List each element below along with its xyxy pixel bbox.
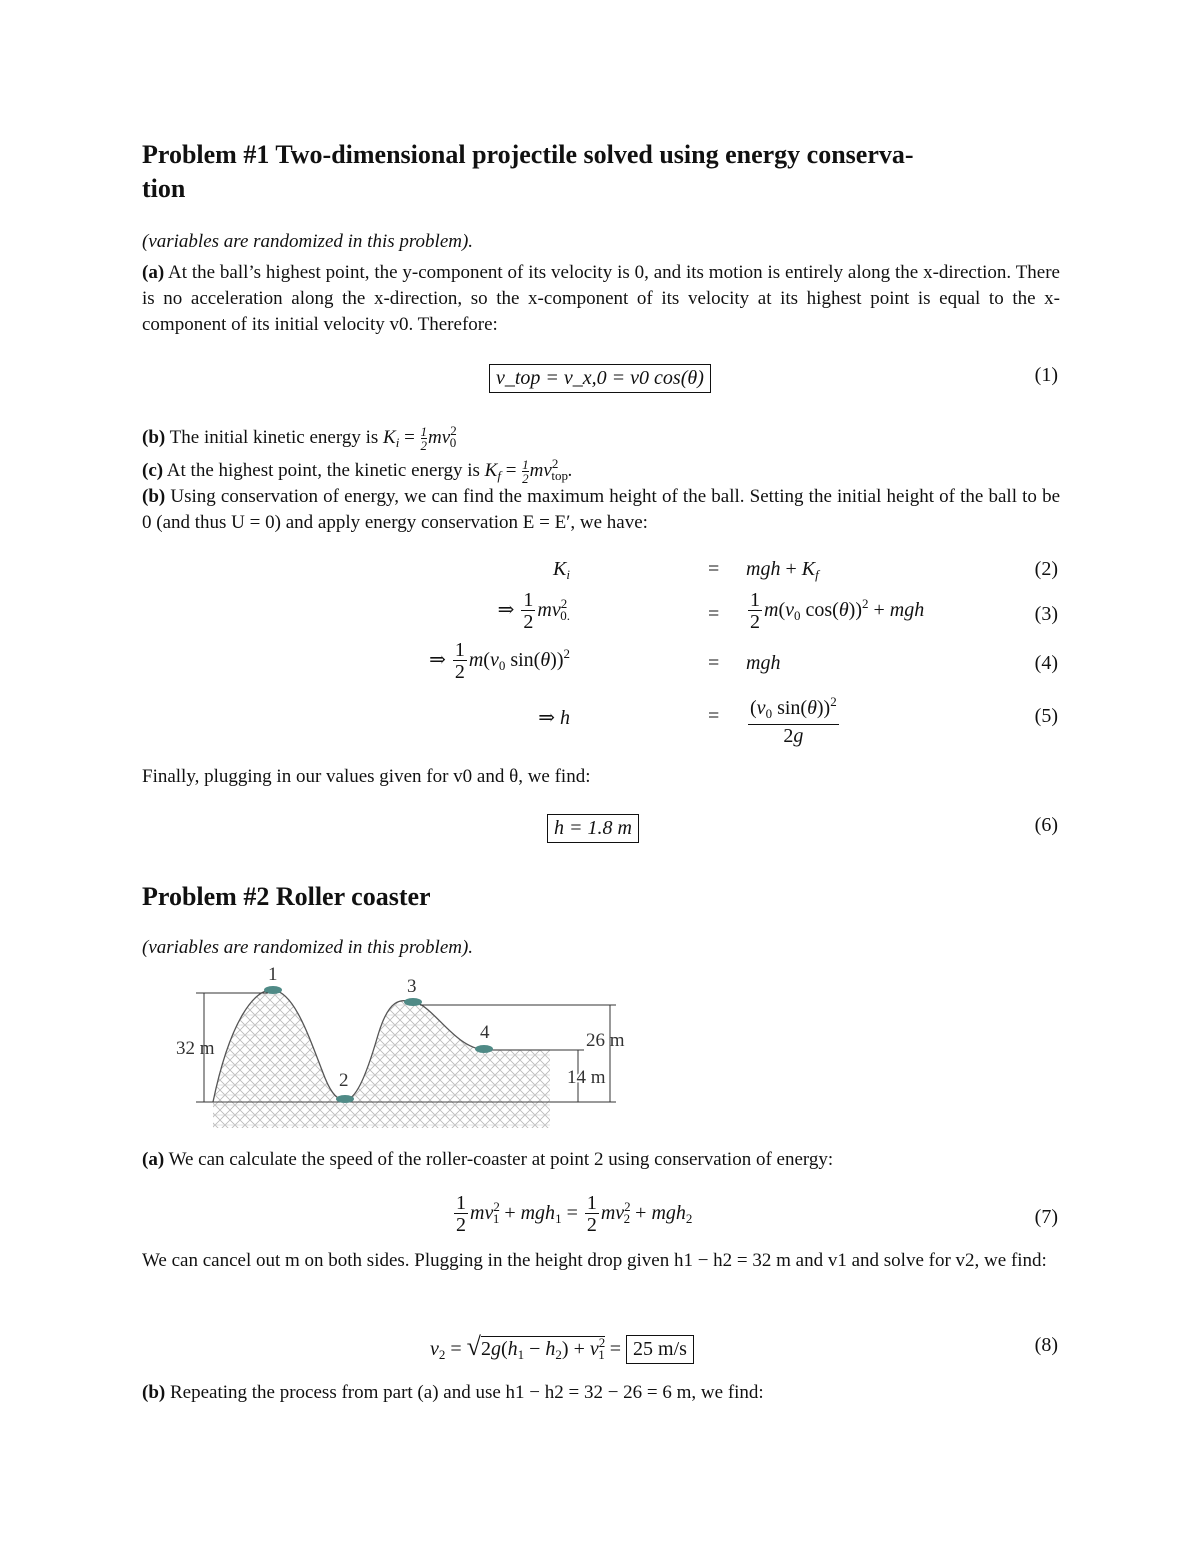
part-c-label: (c): [142, 460, 164, 481]
part-b2-text: Using conservation of energy, we can find the maximum height of the ball. Setting the initial height of the ball to be 0 (and thus U = 0) and apply energy conservation E = E′, we have:: [142, 486, 1060, 533]
equation-7: [142, 1193, 1060, 1241]
point-label-3: 3: [407, 976, 417, 997]
point-label-2: 2: [339, 1070, 349, 1091]
kf-formula: $K_f$ = $\frac{1}{2}$ $mv^2_{top}$.: [484, 456, 573, 487]
eq5-number: (5): [1034, 705, 1058, 727]
eq4-rhs: mgh: [746, 652, 781, 674]
ground-base: [213, 1102, 550, 1128]
roller-coaster-figure: [170, 960, 650, 1135]
p2-part-b-text: Repeating the process from part (a) and use h1 − h2 = 32 − 26 = 6 m, we find:: [169, 1382, 764, 1403]
eq3-rel: =: [708, 603, 720, 625]
problem2-note: (variables are randomized in this problem).: [142, 937, 474, 958]
equation-3: [142, 590, 1060, 636]
problem1-finally: Finally, plugging in our values given for v0 and θ, we find:: [142, 766, 591, 787]
part-a-label: (a): [142, 262, 165, 283]
equation-1: [142, 364, 1060, 398]
eq7-number: (7): [1034, 1206, 1058, 1228]
eq5-rel: =: [708, 705, 720, 727]
problem1-heading: Problem #1 Two-dimensional projectile solved using energy conserva- tion: [142, 140, 914, 203]
ki-formula: $K_i$ = $\frac{1}{2}$ $mv^2_0$: [383, 423, 457, 454]
point-label-1: 1: [268, 964, 278, 985]
part-b-label: (b): [142, 427, 166, 448]
problem1-part-b2: [142, 484, 1060, 536]
eq5-rhs: $\frac{(v_0 \sin(\theta))^2}{2g}$: [750, 694, 837, 747]
problem2-part-a: [142, 1147, 1060, 1173]
eq2-number: (2): [1034, 558, 1058, 580]
answer-height: h = 1.8 m: [547, 814, 639, 843]
eq5-lhs: ⇒ h: [538, 707, 570, 729]
eq8-content: $v_2 = √2g(h_1 - h_2) + v^2_1 = 25$ m/s: [430, 1332, 694, 1364]
problem2-heading: Problem #2 Roller coaster: [142, 882, 431, 911]
equation-8: [142, 1326, 1060, 1366]
part-a-text: At the ball’s highest point, the y-component of its velocity is 0, and its motion is entirely along the x-direction. There is no acceleration along the x-direction, so the x-component of its velocity at its highest point is equal to the x-component of its initial velocity v0. Therefore:: [142, 262, 1060, 335]
eq4-rel: =: [708, 652, 720, 674]
eq8-number: (8): [1034, 1334, 1058, 1356]
point-label-4: 4: [480, 1022, 490, 1043]
car-4: [475, 1045, 493, 1053]
eq4-number: (4): [1034, 652, 1058, 674]
dim-26-label: 26 m: [586, 1030, 625, 1051]
problem2-cancel: We can cancel out m on both sides. Plugging in the height drop given h1 − h2 = 32 m and v1 and solve for v2, we find:: [142, 1250, 1047, 1271]
eq6-boxed: [547, 814, 639, 843]
eq3-lhs: ⇒ $\frac{1}{2}$ $mv^2_{0.}$: [497, 589, 570, 633]
part-b2-label: (b): [142, 486, 166, 507]
track-structure: [213, 990, 550, 1102]
eq1-content: v_top = v_x,0 = v0 cos(θ): [489, 364, 711, 393]
equation-5: [142, 692, 1060, 747]
eq7-content: $\frac{1}{2}$ $mv^2_1 + mgh_1$ = $\frac{1}{2}$ $mv^2_2 + mgh_2$: [456, 1192, 693, 1236]
p2-part-a-label: (a): [142, 1149, 165, 1170]
equation-4: [142, 640, 1060, 686]
eq1-boxed: [489, 364, 711, 393]
dim-14-label: 14 m: [567, 1067, 606, 1088]
eq2-lhs: $K_i$: [553, 558, 570, 582]
p2-part-a-text: We can calculate the speed of the roller-coaster at point 2 using conservation of energy:: [168, 1149, 834, 1170]
p2-part-b-label: (b): [142, 1382, 166, 1403]
car-3: [404, 998, 422, 1006]
eq4-lhs: ⇒ $\frac{1}{2}$ $m(v_0$ sin(θ))$^2$: [429, 639, 570, 683]
eq2-rhs: mgh + $K_f$: [746, 558, 819, 582]
eq2-rel: =: [708, 558, 720, 580]
problem2-part-b: [142, 1380, 1060, 1406]
answer-v2: 25 m/s: [626, 1335, 694, 1364]
part-b-text: The initial kinetic energy is: [169, 427, 379, 448]
equation-6: [142, 814, 1060, 848]
eq1-number: (1): [1034, 364, 1058, 386]
car-2: [336, 1095, 354, 1103]
problem1-part-a: [142, 260, 1060, 338]
eq3-rhs: $\frac{1}{2}$ $m(v_0$ cos(θ))$^2$ + mgh: [750, 589, 925, 633]
equation-2: [142, 558, 1060, 584]
problem1-note: (variables are randomized in this problem).: [142, 231, 474, 252]
part-c-text: At the highest point, the kinetic energy is: [166, 460, 480, 481]
eq6-number: (6): [1034, 814, 1058, 836]
eq3-number: (3): [1034, 603, 1058, 625]
dim-32-label: 32 m: [176, 1038, 215, 1059]
